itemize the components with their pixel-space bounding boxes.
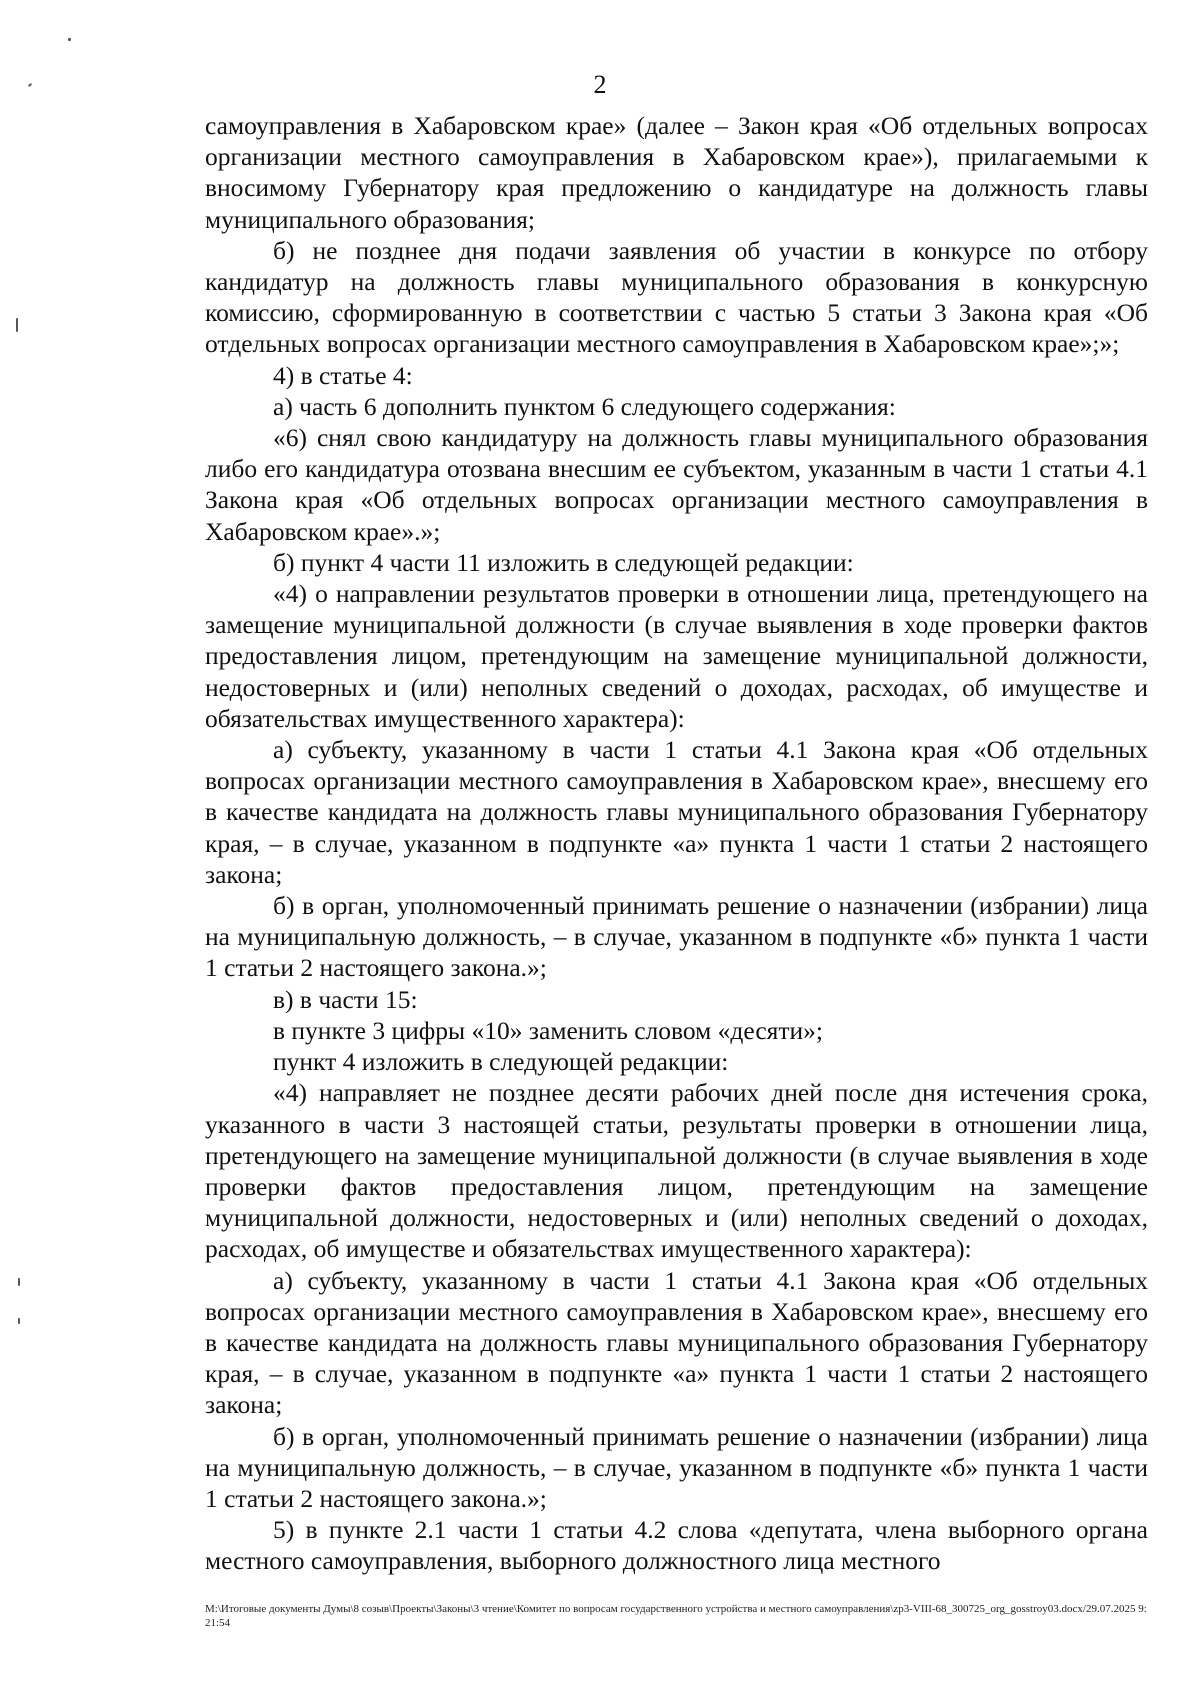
- footer-file-path: М:\Итоговые документы Думы\8 созыв\Проекты\Законы\3 чтение\Комитет по вопросам государственного устройства и местного самоуправления\zp3-VIII-68_300725_org_gosstroy03.docx/29.07.2025 9:21:54: [205, 1603, 1147, 1629]
- paragraph-item-5: 5) в пункте 2.1 части 1 статьи 4.2 слова «депутата, члена выборного органа местного самоуправления, выборного должностного лица местного: [205, 1515, 1148, 1576]
- scan-speck: [18, 1278, 20, 1286]
- document-body: [205, 110, 1148, 1577]
- paragraph-continuation: самоуправления в Хабаровском крае» (далее – Закон края «Об отдельных вопросах организации местного самоуправления в Хабаровском крае»), прилагаемыми к вносимому Губернатору края предложению о кандидатуре на должность главы муниципального образования;: [205, 111, 1148, 234]
- page-number: 2: [593, 70, 607, 99]
- paragraph-item-4: 4) в статье 4:: [273, 360, 413, 390]
- paragraph-b-deadline: б) не позднее дня подачи заявления об участии в конкурсе по отбору кандидатур на должность главы муниципального образования в конкурсную комиссию, сформированную в соответствии с частью 5 статьи 3 Закона края «Об отдельных вопросах организации местного самоуправления в Хабаровском крае»;»;: [205, 235, 1148, 359]
- scan-speck: [18, 1318, 20, 1324]
- scan-speck: [68, 38, 71, 41]
- paragraph-a-part-6: а) часть 6 дополнить пунктом 6 следующего содержания:: [273, 391, 896, 421]
- paragraph-a-subject: а) субъекту, указанному в части 1 статьи 4.1 Закона края «Об отдельных вопросах организации местного самоуправления в Хабаровском крае», внесшему его в качестве кандидата на должность главы муниципального образования Губернатору края, – в случае, указанном в подпункте «а» пункта 1 части 1 статьи 2 настоящего закона;: [205, 735, 1148, 889]
- paragraph-quote-6: «6) снял свою кандидатуру на должность главы муниципального образования либо его кандидатура отозвана внесшим ее субъектом, указанным в части 1 статьи 4.1 Закона края «Об отдельных вопросах организации местного самоуправления в Хабаровском крае».»;: [205, 423, 1148, 546]
- scan-speck: [16, 318, 18, 332]
- paragraph-a-subject-2: а) субъекту, указанному в части 1 статьи 4.1 Закона края «Об отдельных вопросах организации местного самоуправления в Хабаровском крае», внесшему его в качестве кандидата на должность главы муниципального образования Губернатору края, – в случае, указанном в подпункте «а» пункта 1 части 1 статьи 2 настоящего закона;: [205, 1265, 1148, 1420]
- paragraph-v-part-15: в) в части 15:: [273, 984, 418, 1014]
- paragraph-b-part-11: б) пункт 4 части 11 изложить в следующей редакции:: [273, 547, 854, 577]
- paragraph-item-4-edit: пункт 4 изложить в следующей редакции:: [273, 1047, 729, 1077]
- paragraph-item-3-replace: в пункте 3 цифры «10» заменить словом «десяти»;: [273, 1015, 823, 1045]
- paragraph-quote-4-sends: «4) направляет не позднее десяти рабочих дней после дня истечения срока, указанного в части 3 настоящей статьи, результаты проверки в отношении лица, претендующего на замещение муниципальной должности (в случае выявления в ходе проверки фактов предоставления лицом, претендующим на замещение муниципальной должности, недостоверных и (или) неполных сведений о доходах, расходах, об имуществе и обязательствах имущественного характера):: [205, 1078, 1148, 1264]
- paragraph-b-organ-2: б) в орган, уполномоченный принимать решение о назначении (избрании) лица на муниципальную должность, – в случае, указанном в подпункте «б» пункта 1 части 1 статьи 2 настоящего закона.»;: [205, 1421, 1148, 1513]
- paragraph-b-organ: б) в орган, уполномоченный принимать решение о назначении (избрании) лица на муниципальную должность, – в случае, указанном в подпункте «б» пункта 1 части 1 статьи 2 настоящего закона.»;: [205, 891, 1148, 983]
- paragraph-quote-4-direction: «4) о направлении результатов проверки в отношении лица, претендующего на замещение муниципальной должности (в случае выявления в ходе проверки фактов предоставления лицом, претендующим на замещение муниципальной должности, недостоверных и (или) неполных сведений о доходах, расходах, об имуществе и обязательствах имущественного характера):: [205, 579, 1148, 733]
